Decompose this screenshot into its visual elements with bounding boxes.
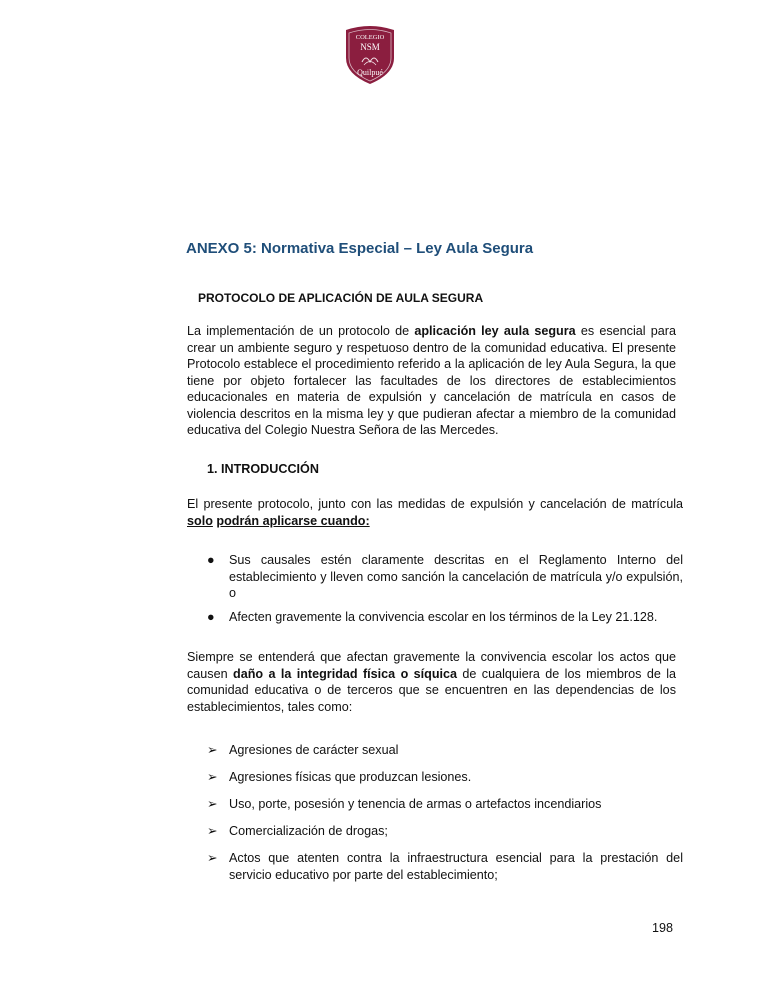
conditions-text: El presente protocolo, junto con las medidas de expulsión y cancelación de matrícula [187, 497, 683, 511]
annex-heading: ANEXO 5: Normativa Especial – Ley Aula Segura [186, 240, 534, 257]
bullet-dot-icon: ● [207, 610, 215, 624]
section-heading-introduccion: 1. INTRODUCCIÓN [207, 462, 319, 476]
serious-acts-text-after: de cualquiera de los miembros de la comunidad educativa o de terceros que se encuentren en las dependencias de los establecimientos, tales como: [187, 666, 677, 714]
arrow-bullet-icon: ➢ [207, 851, 218, 865]
arrow-list-item [207, 823, 683, 840]
arrow-bullet-icon: ➢ [207, 743, 218, 757]
logo-text-nsm: NSM [360, 42, 380, 52]
intro-text-after: es esencial para crear un ambiente seguro y respetuoso dentro de la comunidad educativa. El presente Protocolo establece el procedimiento referido a la aplicación de ley Aula Segura, la que tiene por objeto fortalecer las facultades de los directores de establecimientos educacionales en materia de expulsión y cancelación de matrícula en casos de violencia descritos en la misma ley y que pudieran afectar a miembro de la comunidad educativa del Colegio Nuestra Señora de las Mercedes. [187, 324, 676, 437]
logo-text-quilpue: Quilpué [357, 68, 383, 77]
arrow-bullet-icon: ➢ [207, 797, 218, 811]
arrow-item-text: Comercialización de drogas; [229, 824, 388, 838]
arrow-bullet-icon: ➢ [207, 824, 218, 838]
arrow-bullet-icon: ➢ [207, 770, 218, 784]
conditions-paragraph [187, 496, 683, 529]
arrow-list-item [207, 769, 683, 786]
conditions-bold-solo: solo [187, 513, 213, 528]
serious-acts-paragraph [187, 649, 676, 715]
arrow-list-item [207, 796, 683, 813]
bullet-text: Afecten gravemente la convivencia escolar en los términos de la Ley 21.128. [229, 610, 658, 624]
bullet-dot-icon: ● [207, 553, 215, 567]
serious-acts-text-before: Siempre se entenderá que afectan gravemente la convivencia escolar los actos que causen [187, 650, 676, 681]
arrow-item-text: Agresiones físicas que produzcan lesiones. [229, 770, 472, 784]
bullet-list-item [207, 552, 683, 602]
school-logo [342, 24, 398, 86]
protocol-subheading: PROTOCOLO DE APLICACIÓN DE AULA SEGURA [198, 291, 484, 305]
arrow-list-item [207, 850, 683, 884]
bullet-list-item [207, 609, 683, 626]
intro-paragraph [187, 323, 676, 439]
arrow-item-text: Uso, porte, posesión y tenencia de armas o artefactos incendiarios [229, 797, 602, 811]
conditions-bold-apply: podrán aplicarse cuando: [216, 513, 370, 528]
intro-bold: aplicación ley aula segura [414, 324, 576, 338]
logo-text-colegio: COLEGIO [355, 34, 385, 41]
arrow-item-text: Agresiones de carácter sexual [229, 743, 399, 757]
arrow-list-item [207, 742, 683, 759]
page-number: 198 [652, 921, 674, 935]
intro-text-before: La implementación de un protocolo de [187, 324, 415, 338]
bullet-text: Sus causales estén claramente descritas en el Reglamento Interno del establecimiento y lleven como sanción la cancelación de matrícula y/o expulsión, o [229, 553, 683, 600]
serious-acts-bold: daño a la integridad física o síquica [233, 666, 458, 681]
arrow-item-text: Actos que atenten contra la infraestructura esencial para la prestación del servicio educativo por parte del establecimiento; [229, 851, 683, 882]
